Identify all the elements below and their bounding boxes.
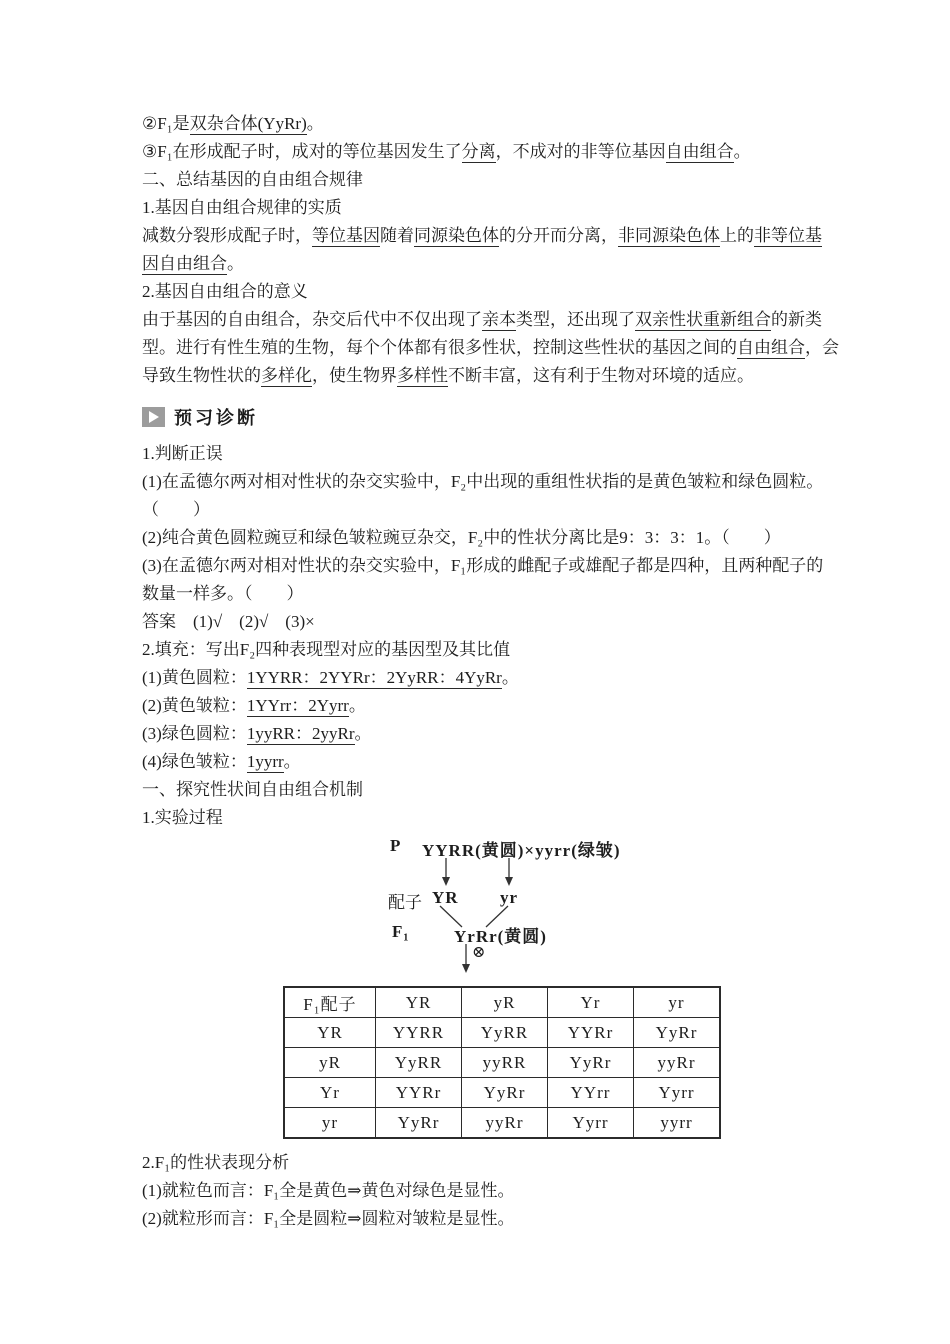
text-line xyxy=(142,776,822,804)
text-line xyxy=(142,440,822,468)
text-line xyxy=(142,278,822,306)
table-cell: YR xyxy=(284,1018,376,1048)
table-cell: YyRr xyxy=(634,1018,721,1048)
text-segment: 随着 xyxy=(380,226,414,245)
text-line xyxy=(142,306,822,334)
text-line xyxy=(142,748,822,776)
underlined-text: 双杂合体(YyRr) xyxy=(189,114,307,133)
underlined-text: 非同源染色体 xyxy=(618,226,720,245)
table-cell: Yyrr xyxy=(548,1108,634,1139)
text-segment: 。 xyxy=(354,724,372,743)
text-segment: 类型，还出现了 xyxy=(516,310,635,329)
punnett-table xyxy=(283,986,721,1139)
underlined-text: 多样化 xyxy=(261,366,312,385)
text-segment: （ ） xyxy=(142,500,210,519)
text-segment: 。 xyxy=(733,142,751,161)
text-segment: 2.F₁的性状表现分析 xyxy=(142,1153,290,1172)
text-segment: 上的 xyxy=(720,226,754,245)
underlined-text: 非等位基 xyxy=(754,226,822,245)
text-line xyxy=(142,804,822,832)
table-row xyxy=(284,1018,720,1048)
f1-genotype: YrRr(黄圆) xyxy=(454,927,547,946)
text-segment: 。 xyxy=(283,752,301,771)
text-line xyxy=(142,468,822,496)
text-segment: 1.实验过程 xyxy=(142,808,223,827)
text-segment: 1.基因自由组合规律的实质 xyxy=(142,198,342,217)
underlined-text: 1YYrr：2Yyrr xyxy=(246,696,349,715)
underlined-text: 同源染色体 xyxy=(414,226,499,245)
table-cell: YYRR xyxy=(376,1018,462,1048)
selfing-icon: ⊗ xyxy=(472,944,486,961)
table-cell: yR xyxy=(284,1048,376,1078)
text-line xyxy=(142,664,822,692)
text-segment: ③F₁在形成配子时，成对的等位基因发生了 xyxy=(142,142,462,161)
text-line xyxy=(142,138,822,166)
table-header-row xyxy=(284,987,720,1018)
text-segment: 的分开而分离， xyxy=(499,226,618,245)
section-badge xyxy=(142,406,822,428)
text-segment: 型。进行有性生殖的生物，每个个体都有很多性状，控制这些性状的基因之间的 xyxy=(142,338,737,357)
text-segment: (2)就粒形而言：F₁全是圆粒⇒圆粒对皱粒是显性。 xyxy=(142,1209,515,1228)
text-line xyxy=(142,194,822,222)
text-segment: (1)在孟德尔两对相对性状的杂交实验中，F₂中出现的重组性状指的是黄色皱粒和绿色圆粒。 xyxy=(142,472,824,491)
table-header-cell: yR xyxy=(462,987,548,1018)
text-segment: (1)黄色圆粒： xyxy=(142,668,247,687)
underlined-text: 等位基因 xyxy=(312,226,380,245)
text-segment: 的新类 xyxy=(771,310,822,329)
text-segment: 减数分裂形成配子时， xyxy=(142,226,312,245)
gamete-right: yr xyxy=(500,888,519,907)
table-cell: Yyrr xyxy=(634,1078,721,1108)
table-cell: YyRr xyxy=(462,1078,548,1108)
table-cell: YYRr xyxy=(376,1078,462,1108)
text-segment: ，会 xyxy=(805,338,839,357)
table-cell: YYrr xyxy=(548,1078,634,1108)
text-block-2 xyxy=(142,440,822,832)
text-segment: 一、探究性状间自由组合机制 xyxy=(142,780,363,799)
underlined-text: 多样性 xyxy=(397,366,448,385)
gamete-left: YR xyxy=(432,888,459,907)
underlined-text: 分离 xyxy=(461,142,496,161)
parent-cross-text: YYRR(黄圆)×yyrr(绿皱) xyxy=(422,841,621,860)
table-header-cell: Yr xyxy=(548,987,634,1018)
text-block-3 xyxy=(142,1149,822,1233)
text-segment: 。 xyxy=(348,696,366,715)
text-segment: 1.判断正误 xyxy=(142,444,223,463)
underlined-text: 1yyrr xyxy=(246,752,284,771)
gametes-label: 配子 xyxy=(388,893,422,912)
table-cell: YyRR xyxy=(376,1048,462,1078)
table-row xyxy=(284,1078,720,1108)
underlined-text: 自由组合 xyxy=(737,338,805,357)
text-line xyxy=(142,692,822,720)
text-segment: 导致生物性状的 xyxy=(142,366,261,385)
table-header-cell: yr xyxy=(634,987,721,1018)
text-block-1 xyxy=(142,110,839,390)
text-segment: 由于基因的自由组合，杂交后代中不仅出现了 xyxy=(142,310,482,329)
section-title: 预习诊断 xyxy=(174,408,258,428)
document-content xyxy=(142,110,839,1233)
text-line xyxy=(142,250,822,278)
table-cell: Yr xyxy=(284,1078,376,1108)
text-segment: 数量一样多。（ ） xyxy=(142,584,304,603)
underlined-text: 双亲性状重新组合 xyxy=(635,310,771,329)
text-line xyxy=(142,636,822,664)
text-line xyxy=(142,1205,822,1233)
underlined-text: 亲本 xyxy=(482,310,516,329)
text-line xyxy=(142,222,822,250)
underlined-text: 因自由组合 xyxy=(142,254,227,273)
table-header-cell: F₁配子 xyxy=(284,987,376,1018)
text-line xyxy=(142,334,839,362)
underlined-text: 1YYRR：2YYRr：2YyRR：4YyRr xyxy=(246,668,502,687)
table-row xyxy=(284,1048,720,1078)
play-icon xyxy=(142,407,165,427)
text-line xyxy=(142,720,822,748)
table-cell: YYRr xyxy=(548,1018,634,1048)
text-line xyxy=(142,552,822,580)
text-segment: 。 xyxy=(501,668,519,687)
text-segment: 。 xyxy=(306,114,324,133)
text-segment: (4)绿色皱粒： xyxy=(142,752,247,771)
text-line xyxy=(142,110,822,138)
text-segment: 。 xyxy=(227,254,244,273)
table-cell: YyRr xyxy=(376,1108,462,1139)
underlined-text: 1yyRR：2yyRr xyxy=(246,724,355,743)
text-segment: 答案 (1)√ (2)√ (3)× xyxy=(142,612,315,631)
text-line xyxy=(142,1149,822,1177)
table-cell: yyRr xyxy=(634,1048,721,1078)
table-header-cell: YR xyxy=(376,987,462,1018)
text-segment: (2)纯合黄色圆粒豌豆和绿色皱粒豌豆杂交，F₂中的性状分离比是9：3：3：1。（ ） xyxy=(142,528,781,547)
text-segment: ，使生物界 xyxy=(312,366,397,385)
f1-label: F₁ xyxy=(392,922,410,941)
text-segment: (1)就粒色而言：F₁全是黄色⇒黄色对绿色是显性。 xyxy=(142,1181,515,1200)
text-line xyxy=(142,608,822,636)
punnett-table-body xyxy=(284,987,720,1138)
text-segment: (3)绿色圆粒： xyxy=(142,724,247,743)
text-line xyxy=(142,524,822,552)
text-segment: (3)在孟德尔两对相对性状的杂交实验中，F₁形成的雌配子或雄配子都是四种，且两种配子的 xyxy=(142,556,824,575)
text-line xyxy=(142,580,822,608)
text-segment: (2)黄色皱粒： xyxy=(142,696,247,715)
table-cell: yr xyxy=(284,1108,376,1139)
text-segment: 2.填充：写出F₂四种表现型对应的基因型及其比值 xyxy=(142,640,511,659)
text-segment: ②F₁是 xyxy=(142,114,190,133)
table-cell: yyrr xyxy=(634,1108,721,1139)
table-cell: yyRr xyxy=(462,1108,548,1139)
underlined-text: 自由组合 xyxy=(665,142,734,161)
table-cell: YyRr xyxy=(548,1048,634,1078)
table-cell: YyRR xyxy=(462,1018,548,1048)
cross-diagram xyxy=(142,836,822,980)
text-segment: 不断丰富，这有利于生物对环境的适应。 xyxy=(448,366,754,385)
p-generation-label: P xyxy=(390,836,402,855)
text-line xyxy=(142,166,822,194)
text-segment: 二、总结基因的自由组合规律 xyxy=(142,170,363,189)
text-segment: ，不成对的非等位基因 xyxy=(495,142,666,161)
table-cell: yyRR xyxy=(462,1048,548,1078)
text-line xyxy=(142,362,822,390)
table-row xyxy=(284,1108,720,1139)
text-segment: 2.基因自由组合的意义 xyxy=(142,282,308,301)
text-line xyxy=(142,1177,822,1205)
text-line xyxy=(142,496,822,524)
